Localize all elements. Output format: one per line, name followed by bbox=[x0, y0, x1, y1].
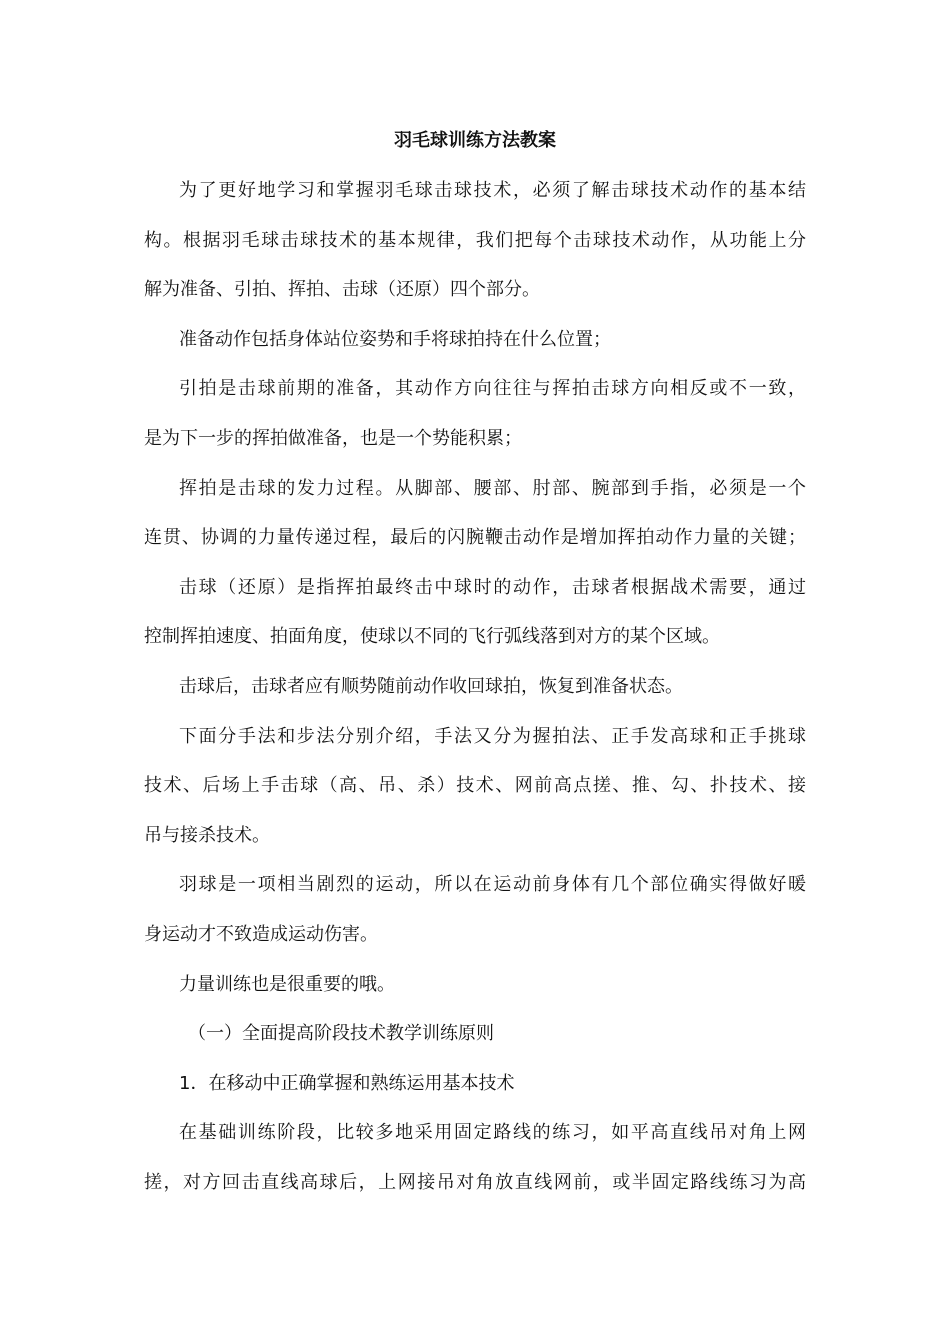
paragraph-line: 是为下一步的挥拍做准备，也是一个势能积累； bbox=[144, 427, 522, 449]
paragraph-line: 构。根据羽毛球击球技术的基本规律，我们把每个击球技术动作，从功能上分 bbox=[144, 229, 806, 251]
paragraph-line: 下面分手法和步法分别介绍，手法又分为握拍法、正手发高球和正手挑球 bbox=[179, 725, 806, 747]
paragraph-line: 准备动作包括身体站位姿势和手将球拍持在什么位置； bbox=[179, 328, 611, 350]
paragraph-line: 击球后，击球者应有顺势随前动作收回球拍，恢复到准备状态。 bbox=[179, 675, 683, 697]
document-body bbox=[144, 176, 806, 1217]
document-title: 羽毛球训练方法教案 bbox=[394, 130, 556, 151]
paragraph-line: 搓，对方回击直线高球后，上网接吊对角放直线网前，或半固定路线练习为高 bbox=[144, 1171, 806, 1193]
subsection-heading: 1．在移动中正确掌握和熟练运用基本技术 bbox=[179, 1072, 515, 1094]
paragraph-line: 身运动才不致造成运动伤害。 bbox=[144, 923, 378, 945]
paragraph-line: 为了更好地学习和掌握羽毛球击球技术，必须了解击球技术动作的基本结 bbox=[179, 180, 806, 201]
paragraph-line: 挥拍是击球的发力过程。从脚部、腰部、肘部、腕部到手指，必须是一个 bbox=[179, 477, 806, 499]
paragraph-line: 羽球是一项相当剧烈的运动，所以在运动前身体有几个部位确实得做好暖 bbox=[179, 874, 806, 896]
paragraph-line: 力量训练也是很重要的哦。 bbox=[179, 973, 395, 995]
paragraph-line: 技术、后场上手击球（高、吊、杀）技术、网前高点搓、推、勾、扑技术、接 bbox=[144, 775, 806, 797]
paragraph-line: 解为准备、引拍、挥拍、击球（还原）四个部分。 bbox=[144, 279, 540, 301]
paragraph-line: 控制挥拍速度、拍面角度，使球以不同的飞行弧线落到对方的某个区域。 bbox=[144, 626, 720, 648]
paragraph-line: 吊与接杀技术。 bbox=[144, 824, 270, 846]
paragraph-line: 引拍是击球前期的准备，其动作方向往往与挥拍击球方向相反或不一致， bbox=[179, 378, 806, 400]
section-heading: （一）全面提高阶段技术教学训练原则 bbox=[188, 1023, 494, 1045]
paragraph-line: 连贯、协调的力量传递过程，最后的闪腕鞭击动作是增加挥拍动作力量的关键； bbox=[144, 527, 806, 549]
paragraph-line: 在基础训练阶段，比较多地采用固定路线的练习，如平高直线吊对角上网 bbox=[179, 1122, 806, 1144]
paragraph-line: 击球（还原）是指挥拍最终击中球时的动作，击球者根据战术需要，通过 bbox=[179, 576, 806, 598]
